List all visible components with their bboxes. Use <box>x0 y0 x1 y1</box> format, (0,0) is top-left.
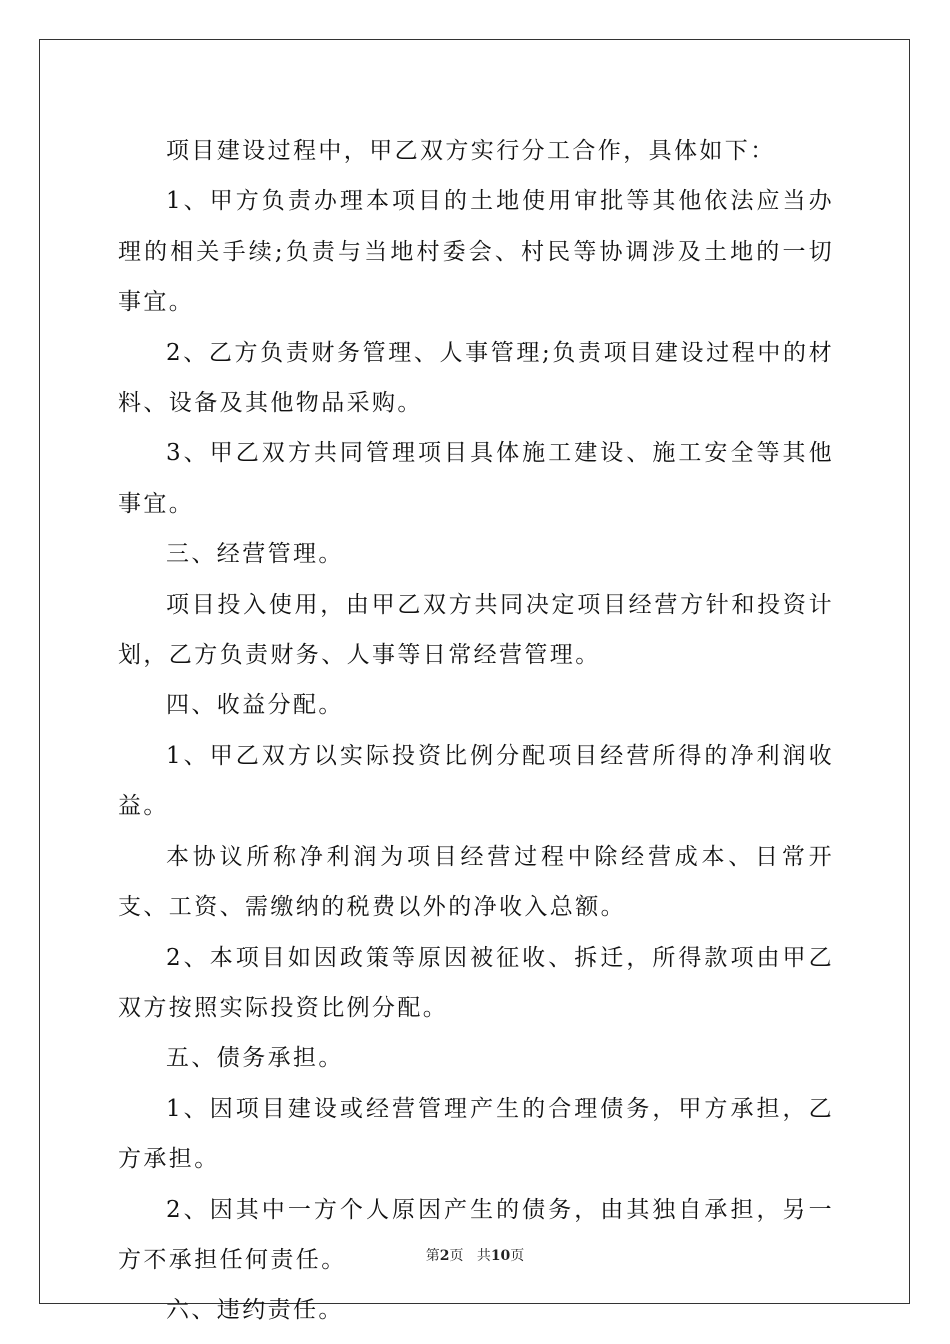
document-body <box>118 126 834 1336</box>
section-heading: 四、收益分配。 <box>166 692 344 719</box>
page-footer <box>0 1246 950 1266</box>
paragraph: 1、因项目建设或经营管理产生的合理债务，甲方承担，乙方承担。 <box>118 1095 834 1173</box>
section-heading: 六、违约责任。 <box>166 1297 344 1324</box>
total-suffix: 页 <box>510 1248 525 1264</box>
paragraph: 2、乙方负责财务管理、人事管理;负责项目建设过程中的材料、设备及其他物品采购。 <box>118 339 834 417</box>
paragraph: 1、甲方负责办理本项目的土地使用审批等其他依法应当办理的相关手续;负责与当地村委会、村民等协调涉及土地的一切事宜。 <box>118 188 834 316</box>
paragraph: 项目建设过程中，甲乙双方实行分工合作，具体如下： <box>166 138 776 164</box>
paragraph: 本协议所称净利润为项目经营过程中除经营成本、日常开支、工资、需缴纳的税费以外的净收入总额。 <box>118 843 834 921</box>
total-prefix: 共 <box>476 1248 491 1264</box>
page-suffix: 页 <box>449 1248 464 1264</box>
paragraph: 3、甲乙双方共同管理项目具体施工建设、施工安全等其他事宜。 <box>118 440 834 517</box>
paragraph: 1、甲乙双方以实际投资比例分配项目经营所得的净利润收益。 <box>118 742 834 820</box>
page-number: 2 <box>439 1248 450 1264</box>
total-pages: 10 <box>490 1248 511 1264</box>
section-heading: 五、债务承担。 <box>166 1045 344 1072</box>
paragraph: 2、因其中一方个人原因产生的债务，由其独自承担，另一方不承担任何责任。 <box>118 1196 834 1273</box>
paragraph: 2、本项目如因政策等原因被征收、拆迁，所得款项由甲乙双方按照实际投资比例分配。 <box>118 944 834 1021</box>
section-heading: 三、经营管理。 <box>166 541 344 568</box>
page-prefix: 第 <box>425 1248 440 1264</box>
paragraph: 项目投入使用，由甲乙双方共同决定项目经营方针和投资计划，乙方负责财务、人事等日常经营管理。 <box>118 591 834 669</box>
